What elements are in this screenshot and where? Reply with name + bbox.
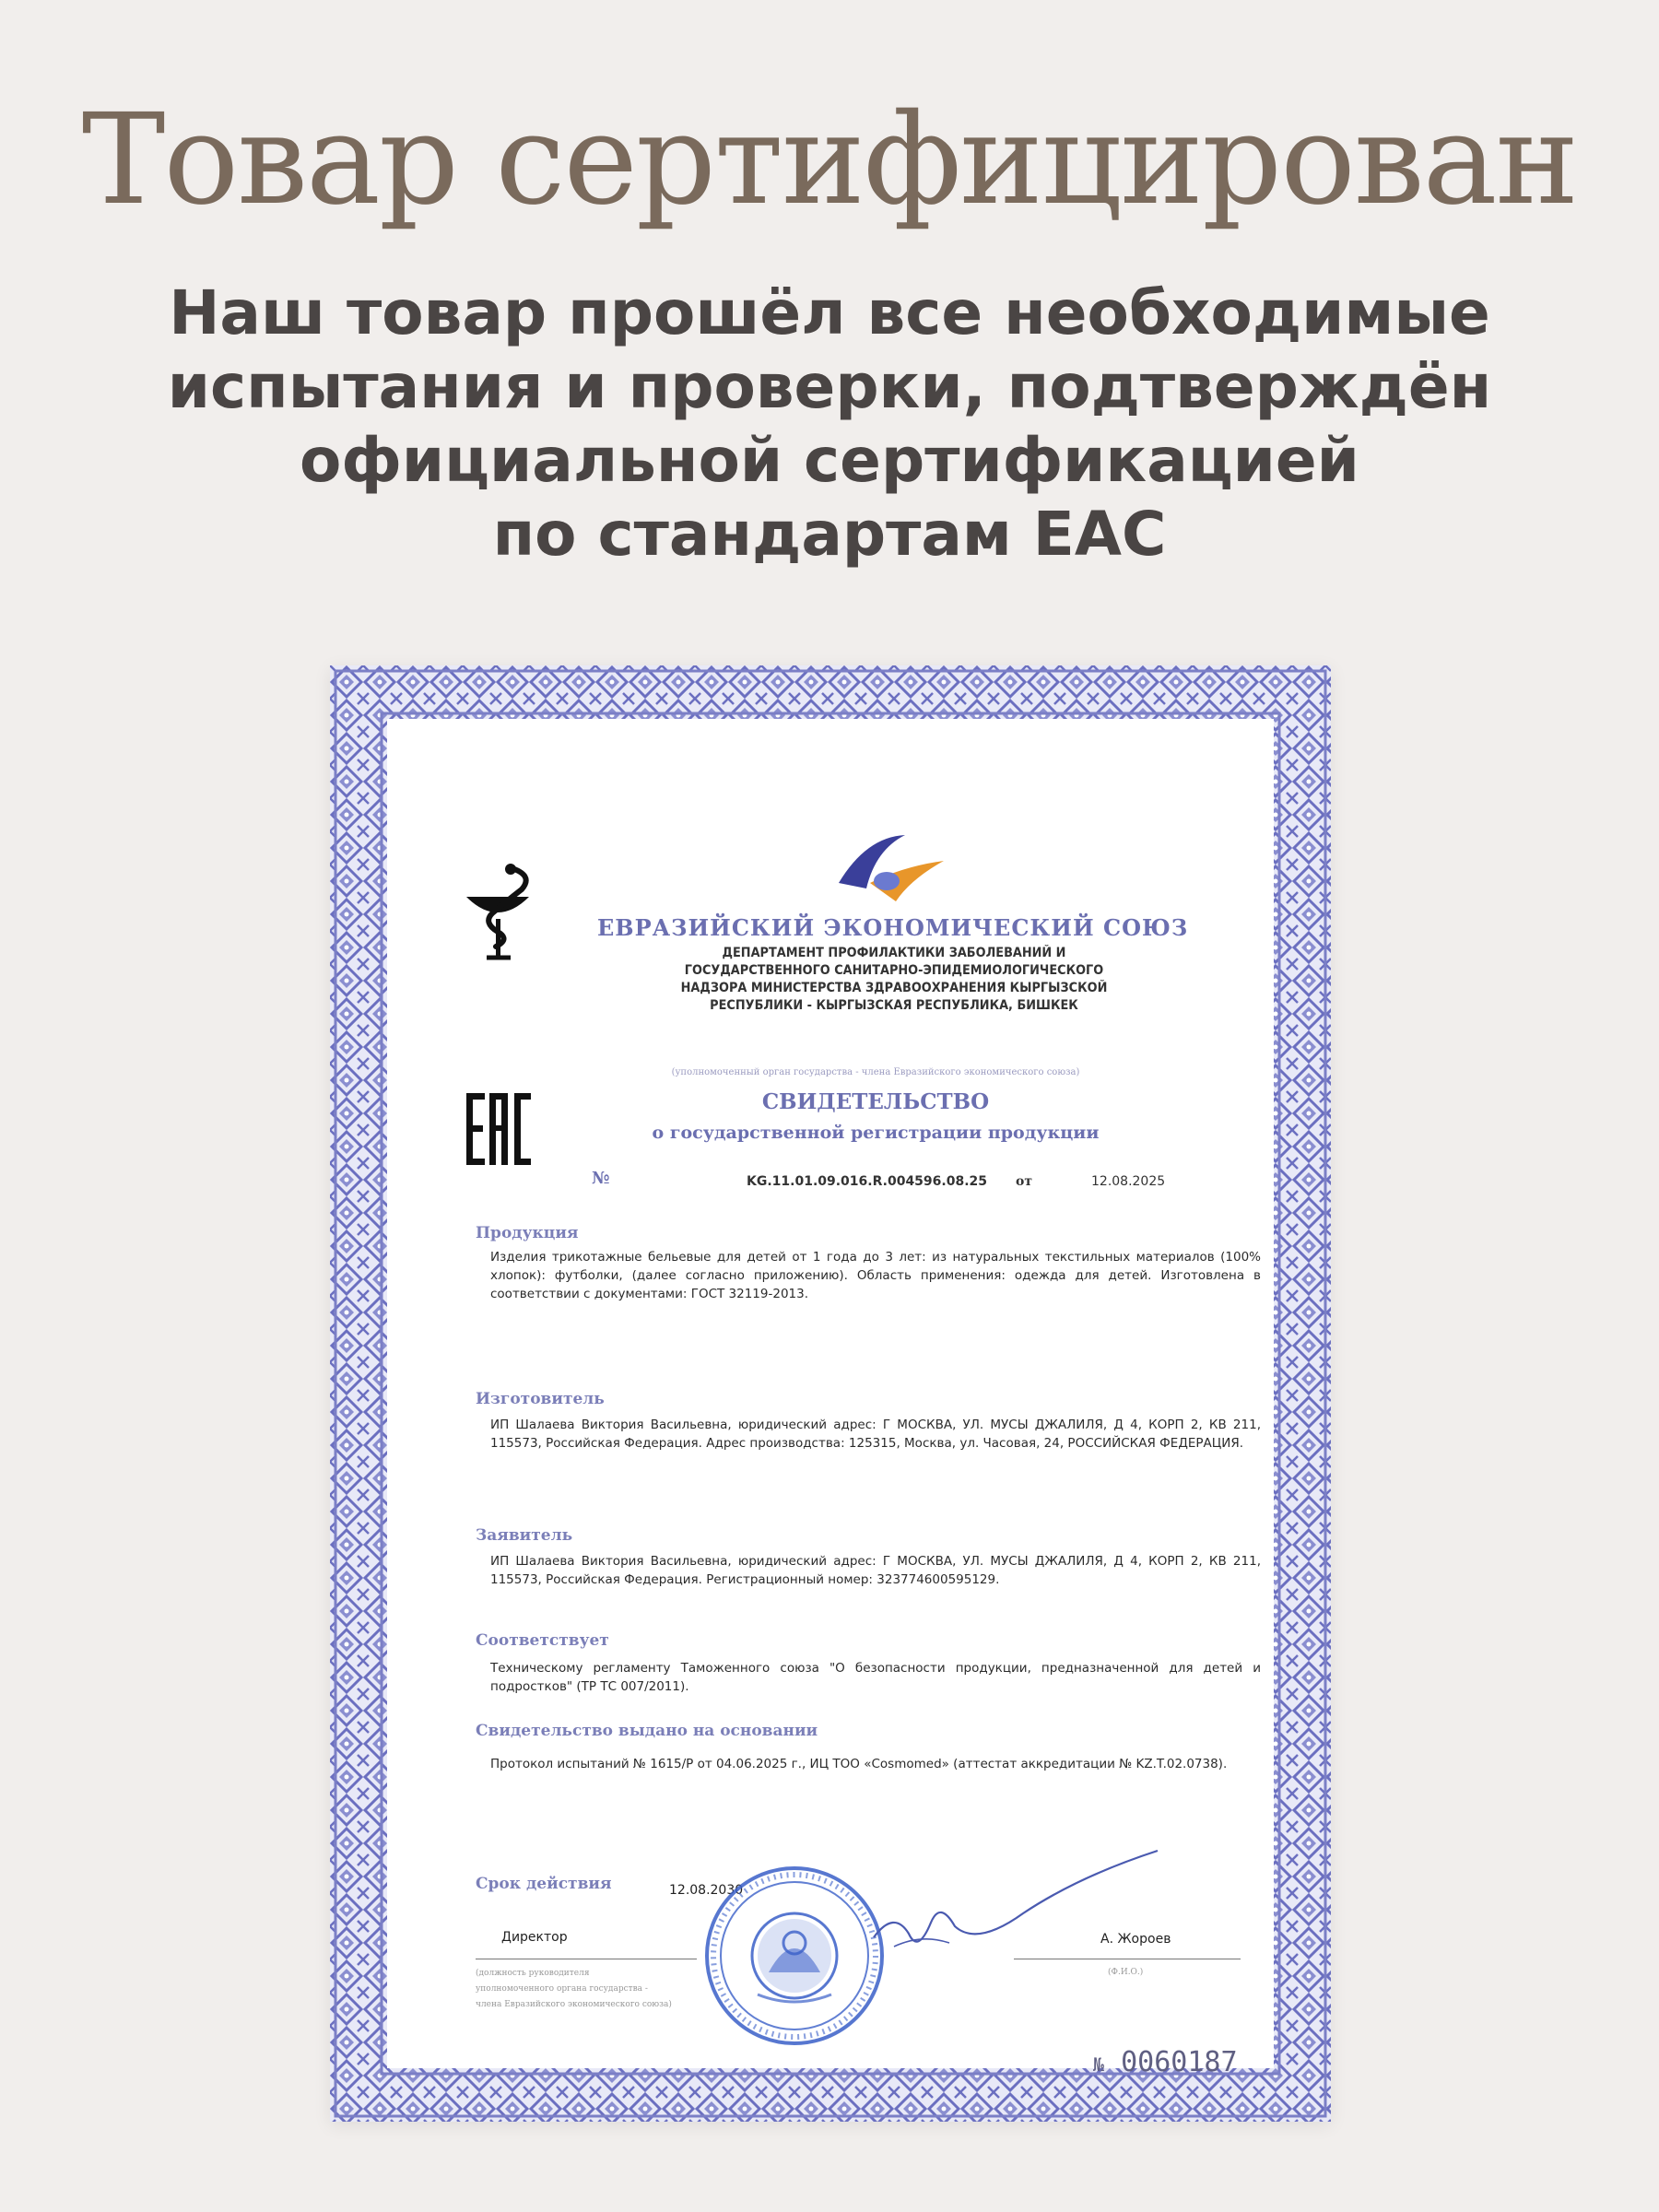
validity-label: Срок действия <box>476 1875 612 1893</box>
org-title: ЕВРАЗИЙСКИЙ ЭКОНОМИЧЕСКИЙ СОЮЗ <box>597 914 1189 941</box>
validity-date: 12.08.2030 <box>669 1883 744 1898</box>
subtitle-line: Наш товар прошёл все необходимые <box>169 277 1490 348</box>
product-label: Продукция <box>476 1224 579 1242</box>
signer-note: (Ф.И.О.) <box>1108 1968 1144 1977</box>
org-subtitle-line: ГОСУДАРСТВЕННОГО САНИТАРНО-ЭПИДЕМИОЛОГИЧЕСКОГО <box>684 963 1104 978</box>
org-subtitle <box>562 945 1226 1015</box>
applicant-text: ИП Шалаева Виктория Васильевна, юридический адрес: Г МОСКВА, УЛ. МУСЫ ДЖАЛИЛЯ, Д 4, КОРП 2, КВ 211, 115573, Российская Федерация. Регистрационный номер: 323774600595129. <box>490 1554 1261 1587</box>
eaeu-emblem-icon <box>830 830 949 905</box>
basis-label: Свидетельство выдано на основании <box>476 1722 818 1740</box>
position-note-line: члена Евразийского экономического союза) <box>476 2000 672 2009</box>
product-text: Изделия трикотажные бельевые для детей от 1 года до 3 лет: из натуральных текстильных материалов (100% хлопок): футболки, (далее согласно приложению). Область применения: одежда для детей. Изготовлена в соответствии с документами: ГОСТ 32119-2013. <box>490 1250 1261 1301</box>
subtitle-line: испытания и проверки, подтверждён <box>167 351 1492 422</box>
position-note-line: уполномоченного органа государства - <box>476 1984 648 1994</box>
org-subtitle-line: РЕСПУБЛИКИ - КЫРГЫЗСКАЯ РЕСПУБЛИКА, БИШКЕК <box>710 998 1078 1013</box>
document-title: СВИДЕТЕЛЬСТВО <box>761 1089 990 1114</box>
org-subtitle-line: НАДЗОРА МИНИСТЕРСТВА ЗДРАВООХРАНЕНИЯ КЫРГЫЗСКОЙ <box>680 981 1108 995</box>
manufacturer-text: ИП Шалаева Виктория Васильевна, юридический адрес: Г МОСКВА, УЛ. МУСЫ ДЖАЛИЛЯ, Д 4, КОРП 2, КВ 211, 115573, Российская Федерация. Адрес производства: 125315, Москва, ул. Часовая, 24, РОССИЙСКАЯ ФЕДЕРАЦИЯ. <box>490 1418 1261 1451</box>
certificate-image <box>330 665 1331 2122</box>
complies-label: Соответствует <box>476 1631 609 1650</box>
eac-mark-icon <box>465 1088 533 1171</box>
registration-date: 12.08.2025 <box>1091 1174 1166 1189</box>
registration-date-label: от <box>1016 1174 1033 1189</box>
subtitle-line: по стандартам ЕАС <box>492 499 1167 570</box>
bowl-of-hygieia-icon <box>450 862 546 963</box>
complies-text: Техническому регламенту Таможенного союза "О безопасности продукции, предназначенной для детей и подростков" (ТР ТС 007/2011). <box>490 1661 1261 1694</box>
signer-name: А. Жороев <box>1100 1932 1171 1947</box>
registration-number-label: № <box>592 1169 610 1188</box>
serial-number-value: 0060187 <box>1121 2046 1238 2078</box>
official-stamp-seal <box>702 1864 887 2048</box>
position-note-line: (должность руководителя <box>476 1969 590 1978</box>
director-label: Директор <box>501 1930 568 1945</box>
subtitle-line: официальной сертификацией <box>300 425 1359 496</box>
position-note <box>476 1966 672 2013</box>
document-subtitle: о государственной регистрации продукции <box>652 1123 1100 1143</box>
applicant-label: Заявитель <box>476 1526 573 1545</box>
certificate-body <box>387 719 1274 2078</box>
basis-text: Протокол испытаний № 1615/Р от 04.06.2025 г., ИЦ ТОО «Cosmomed» (аттестат аккредитации № KZ.T.02.0738). <box>490 1757 1228 1771</box>
serial-number-label: № <box>1093 2053 1105 2076</box>
registration-number: KG.11.01.09.016.R.004596.08.25 <box>747 1174 988 1189</box>
org-subtitle-line: ДЕПАРТАМЕНТ ПРОФИЛАКТИКИ ЗАБОЛЕВАНИЙ И <box>722 946 1066 960</box>
page-subtitle <box>0 276 1659 571</box>
manufacturer-label: Изготовитель <box>476 1390 605 1408</box>
handwritten-signature <box>866 1845 1161 1965</box>
page-title: Товар сертифицирован <box>81 88 1578 233</box>
serial-number <box>1093 2046 1238 2078</box>
org-note: (уполномоченный орган государства - члена Евразийского экономического союза) <box>671 1067 1080 1077</box>
